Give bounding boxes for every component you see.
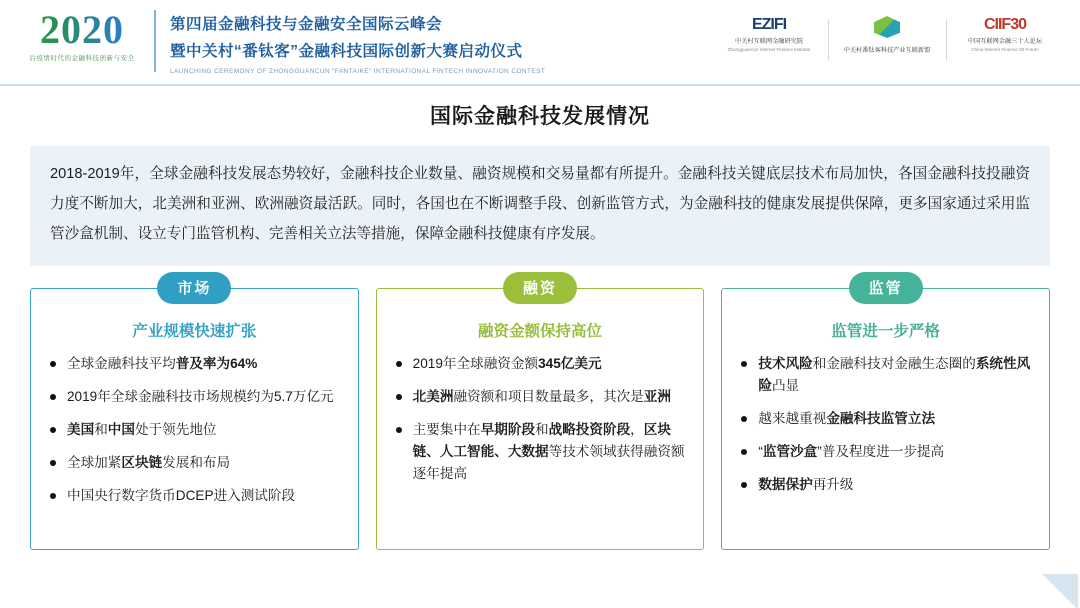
conference-title-line1: 第四届金融科技与金融安全国际云峰会 xyxy=(170,16,443,33)
list-item: 中国央行数字货币DCEP进入测试阶段 xyxy=(47,485,344,507)
ciif30-wordmark: CIIF30 xyxy=(983,16,1026,33)
column-regulation-pill: 监管 xyxy=(849,272,923,304)
fantaike-name-cn: 中关村番钛客科技产业互联新盟 xyxy=(843,46,931,54)
cube-icon xyxy=(834,16,940,43)
corner-decoration xyxy=(1032,574,1078,608)
year-logo-text: 2020 xyxy=(16,10,148,50)
list-item: 2019年全球融资金额345亿美元 xyxy=(393,353,690,375)
ezifi-name-en: Zhongguancun Internet Finance Institute xyxy=(727,47,811,53)
organizer-logos xyxy=(710,6,1064,54)
organizer-logo-ciif30 xyxy=(946,16,1064,53)
column-regulation-heading: 监管进一步严格 xyxy=(831,322,940,340)
ciif30-name-en: China Internet Finance 30 Forum xyxy=(971,47,1039,53)
header-divider xyxy=(154,10,156,72)
organizer-logo-fantaike xyxy=(828,16,946,54)
ezifi-wordmark: EZIFI xyxy=(751,16,787,33)
column-market-pill: 市场 xyxy=(157,272,231,304)
summary-paragraph: 2018-2019年，全球金融科技发展态势较好，金融科技企业数量、融资规模和交易量都有所提升。金融科技关键底层技术布局加快，各国金融科技投融资力度不断加大，北美洲和亚洲、欧洲融资最活跃。同时，各国也在不断调整手段、创新监管方式，为金融科技的健康发展提供保障，更多国家通过采用监管沙盒机制、设立专门监管机构、完善相关立法等措施，保障金融科技健康有序发展。 xyxy=(30,146,1050,266)
column-market xyxy=(30,279,359,550)
conference-title-block xyxy=(170,6,545,75)
list-item: 北美洲融资额和项目数量最多，其次是亚洲 xyxy=(393,386,690,408)
list-item: 全球金融科技平均普及率为64% xyxy=(47,353,344,375)
list-item: 越来越重视金融科技监管立法 xyxy=(738,408,1035,430)
list-item: 数据保护再升级 xyxy=(738,474,1035,496)
ezifi-name-cn: 中关村互联网金融研究院 xyxy=(734,37,804,45)
list-item: “监管沙盒”普及程度进一步提高 xyxy=(738,441,1035,463)
conference-title-line2: 暨中关村“番钛客”金融科技国际创新大赛启动仪式 xyxy=(170,43,523,60)
year-logo-subtitle: 后疫情时代的金融科技创新与安全 xyxy=(29,55,135,62)
list-item: 技术风险和金融科技对金融生态圈的系统性风险凸显 xyxy=(738,353,1035,397)
list-item: 全球加紧区块链发展和布局 xyxy=(47,452,344,474)
column-finance xyxy=(376,279,705,550)
ciif30-name-cn: 中国互联网金融三十人论坛 xyxy=(967,37,1043,45)
page-title: 国际金融科技发展情况 xyxy=(430,105,650,128)
conference-title-english: LAUNCHING CEREMONY OF ZHONGGUANCUN “FANTAIKE” INTERNATIONAL FINTECH INNOVATION CONTEST xyxy=(170,68,546,75)
list-item: 主要集中在早期阶段和战略投资阶段，区块链、人工智能、大数据等技术领域获得融资额逐年提高 xyxy=(393,419,690,485)
column-market-bullets xyxy=(43,353,346,507)
year-logo xyxy=(16,6,148,62)
three-column-section xyxy=(30,279,1050,550)
list-item: 2019年全球金融科技市场规模约为5.7万亿元 xyxy=(47,386,344,408)
organizer-logo-ezifi xyxy=(710,16,828,53)
column-finance-heading: 融资金额保持高位 xyxy=(478,322,603,340)
header-rule xyxy=(0,84,1080,86)
column-finance-bullets xyxy=(389,353,692,485)
column-finance-pill: 融资 xyxy=(503,272,577,304)
slide-header xyxy=(0,0,1080,84)
column-regulation-bullets xyxy=(734,353,1037,496)
column-market-heading: 产业规模快速扩张 xyxy=(132,322,257,340)
column-regulation xyxy=(721,279,1050,550)
list-item: 美国和中国处于领先地位 xyxy=(47,419,344,441)
